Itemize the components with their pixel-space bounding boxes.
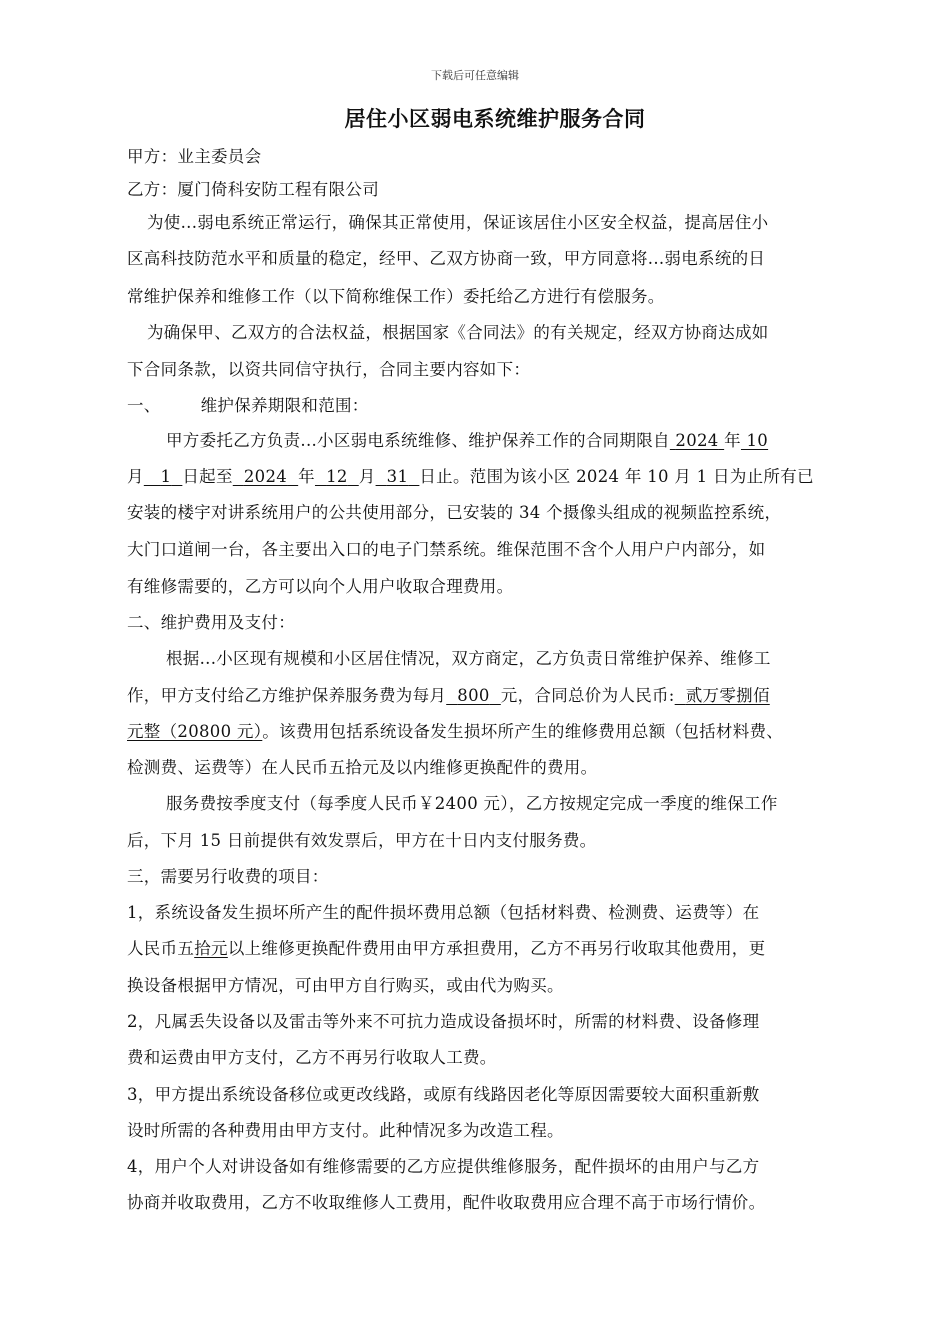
section-3-item-4-line-2: 协商并收取费用，乙方不收取维修人工费用，配件收取费用应合理不高于市场行情价。 <box>127 1193 766 1212</box>
section-1-line-1: 甲方委托乙方负责...小区弱电系统维修、维护保养工作的合同期限自 2024 年 10 <box>166 431 769 450</box>
end-year: 2024 <box>243 467 288 486</box>
intro-line-1: 为使...弱电系统正常运行，确保其正常使用，保证该居住小区安全权益，提高居住小 <box>147 213 769 232</box>
section-3-item-1-line-1: 1，系统设备发生损坏所产生的配件损坏费用总额（包括材料费、检测费、运费等）在 <box>127 903 760 922</box>
section-3-item-2-line-1: 2，凡属丢失设备以及雷击等外来不可抗力造成设备损坏时，所需的材料费、设备修理 <box>127 1012 760 1031</box>
total-price-words: 贰万零捌佰 <box>685 686 770 705</box>
intro-line-5: 下合同条款，以资共同信守执行，合同主要内容如下： <box>127 360 531 379</box>
intro-line-2: 区高科技防范水平和质量的稳定，经甲、乙双方协商一致，甲方同意将...弱电系统的日 <box>127 249 766 268</box>
section-3-item-4-line-1: 4，用户个人对讲设备如有维修需要的乙方应提供维修服务，配件损坏的由用户与乙方 <box>127 1157 760 1176</box>
section-1-line-4: 大门口道闸一台，各主要出入口的电子门禁系统。维保范围不含个人用户户内部分，如 <box>127 540 766 559</box>
total-price-amount: 元整（20800 元） <box>127 722 263 741</box>
section-2-line-5: 服务费按季度支付（每季度人民币￥2400 元），乙方按规定完成一季度的维保工作 <box>166 794 778 813</box>
section-3-item-2-line-2: 费和运费由甲方支付，乙方不再另行收取人工费。 <box>127 1048 497 1067</box>
start-year: 2024 <box>675 431 719 450</box>
party-b: 乙方：厦门倚科安防工程有限公司 <box>127 180 379 199</box>
section-1-title: 维护保养期限和范围： <box>200 396 369 415</box>
section-2-line-6: 后，下月 15 日前提供有效发票后，甲方在十日内支付服务费。 <box>127 831 597 850</box>
section-1-line-3: 安装的楼宇对讲系统用户的公共使用部分，已安装的 34 个摄像头组成的视频监控系统， <box>127 503 782 522</box>
section-3-heading: 三，需要另行收费的项目： <box>127 867 329 886</box>
section-3-item-3-line-1: 3，甲方提出系统设备移位或更改线路，或原有线路因老化等原因需要较大面积重新敷 <box>127 1085 760 1104</box>
end-day: 31 <box>386 467 409 486</box>
start-month: 10 <box>746 431 769 450</box>
section-2-heading: 二、维护费用及支付： <box>127 613 295 632</box>
monthly-fee: 800 <box>457 686 490 705</box>
section-2-line-1: 根据...小区现有规模和小区居住情况，双方商定，乙方负责日常维护保养、维修工 <box>166 649 771 668</box>
section-2-line-4: 检测费、运费等）在人民币五拾元及以内维修更换配件的费用。 <box>127 758 598 777</box>
section-1-number: 一、 <box>127 396 161 415</box>
section-3-item-1-line-2: 人民币五拾元以上维修更换配件费用由甲方承担费用，乙方不再另行收取其他费用，更 <box>127 939 766 958</box>
party-a: 甲方：业主委员会 <box>127 147 262 166</box>
section-1-heading <box>127 395 369 417</box>
section-2-line-3: 元整（20800 元）。该费用包括系统设备发生损坏所产生的维修费用总额（包括材料费、 <box>127 722 784 741</box>
section-3-item-3-line-2: 设时所需的各种费用由甲方支付。此种情况多为改造工程。 <box>127 1121 564 1140</box>
header-note: 下载后可任意编辑 <box>431 69 519 82</box>
section-1-line-5: 有维修需要的，乙方可以向个人用户收取合理费用。 <box>127 577 514 596</box>
intro-line-4: 为确保甲、乙双方的合法权益，根据国家《合同法》的有关规定，经双方协商达成如 <box>147 323 769 342</box>
end-month: 12 <box>326 467 348 486</box>
intro-line-3: 常维护保养和维修工作（以下简称维保工作）委托给乙方进行有偿服务。 <box>127 287 665 306</box>
section-2-line-2: 作，甲方支付给乙方维护保养服务费为每月 800 元，合同总价为人民币: 贰万零捌佰 <box>127 686 770 705</box>
document-title: 居住小区弱电系统维护服务合同 <box>344 106 646 131</box>
section-1-line-2: 月 1 日起至 2024 年 12 月 31 日止。范围为该小区 2024 年 10 月 1 日为止所有已 <box>127 467 814 486</box>
section-3-item-1-line-3: 换设备根据甲方情况，可由甲方自行购买，或由代为购买。 <box>127 976 564 995</box>
start-day: 1 <box>160 467 172 486</box>
